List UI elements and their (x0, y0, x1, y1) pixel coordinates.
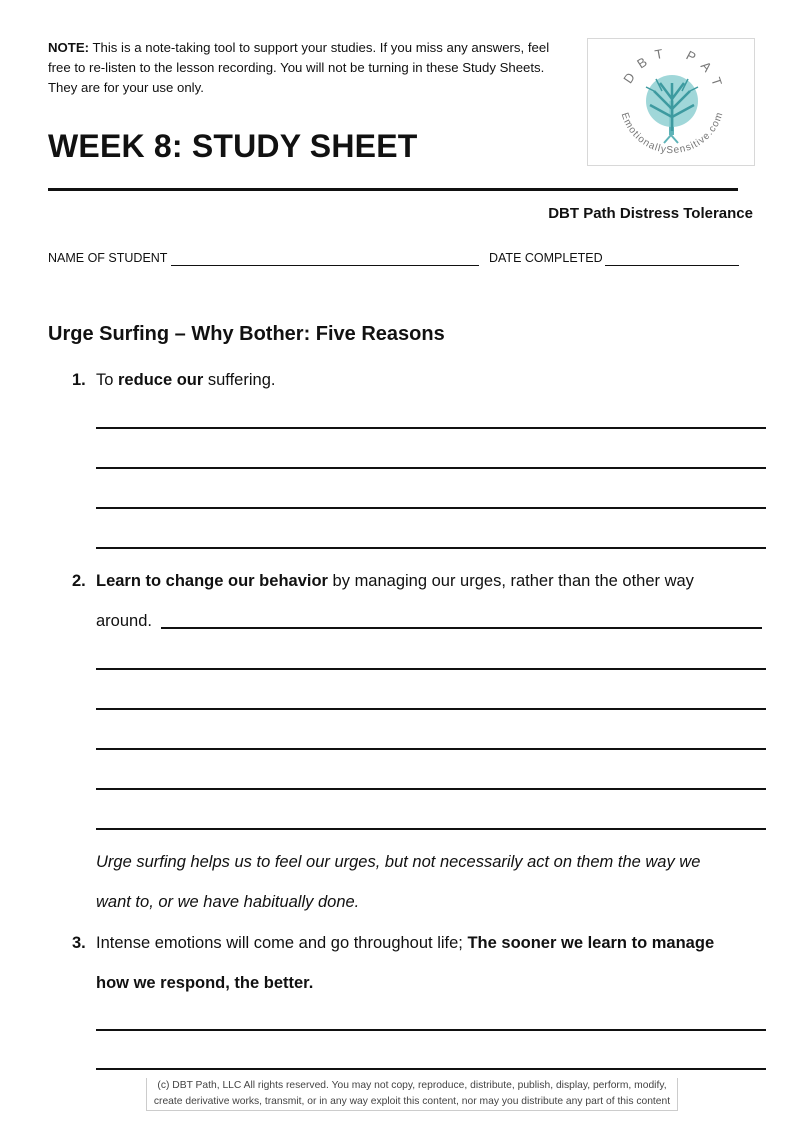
tree-icon (646, 75, 698, 143)
item-3-pre: Intense emotions will come and go throughout life; (96, 934, 468, 952)
item-2-continuation: around. (96, 612, 152, 630)
answer-line[interactable] (96, 467, 766, 469)
item-1-number: 1. (72, 371, 86, 389)
answer-line[interactable] (96, 1068, 766, 1070)
footer-line-2: create derivative works, transmit, or in any way exploit this content, nor may you distribute any part of this content (153, 1096, 671, 1107)
dbt-path-logo (587, 38, 755, 166)
answer-line[interactable] (96, 828, 766, 830)
title-divider (48, 188, 738, 191)
date-completed-input-line[interactable] (605, 265, 739, 266)
note-paragraph (48, 38, 558, 98)
date-completed-label: DATE COMPLETED (489, 251, 603, 265)
answer-line[interactable] (96, 668, 766, 670)
footer-line-1: (c) DBT Path, LLC All rights reserved. You may not copy, reproduce, distribute, publish, display, perform, modify, (157, 1080, 667, 1091)
answer-line[interactable] (96, 708, 766, 710)
italic-note-line-1: Urge surfing helps us to feel our urges, but not necessarily act on them the way we (96, 853, 701, 871)
item-1-post: suffering. (203, 371, 276, 389)
item-2-number: 2. (72, 572, 86, 590)
item-3-text (96, 934, 714, 953)
item-3-number: 3. (72, 934, 86, 952)
item-2-bold: Learn to change our behavior (96, 572, 328, 590)
answer-line[interactable] (96, 788, 766, 790)
student-name-input-line[interactable] (171, 265, 479, 266)
item-2-text (96, 572, 694, 591)
page-title: WEEK 8: STUDY SHEET (48, 128, 418, 164)
item-3-bold: The sooner we learn to manage (467, 934, 715, 952)
answer-line[interactable] (96, 427, 766, 429)
section-title: Urge Surfing – Why Bother: Five Reasons (48, 323, 445, 345)
tree-logo-icon (588, 39, 754, 165)
answer-line[interactable] (96, 748, 766, 750)
answer-line[interactable] (96, 507, 766, 509)
answer-line[interactable] (96, 547, 766, 549)
item-2-post: by managing our urges, rather than the other way (327, 572, 694, 590)
copyright-footer (146, 1078, 678, 1111)
item-1-bold: reduce our (118, 371, 204, 389)
note-label: NOTE: (48, 40, 90, 55)
logo-top-text: DBT PAT (620, 44, 728, 97)
logo-bottom-text: EmotionallySensitive.com (618, 110, 726, 157)
answer-line[interactable] (96, 1029, 766, 1031)
item-3-bold-continuation: how we respond, the better. (96, 974, 314, 992)
student-name-label: NAME OF STUDENT (48, 251, 168, 265)
item-1-pre: To (96, 371, 119, 389)
answer-line[interactable] (161, 627, 762, 629)
item-1-text (96, 371, 275, 390)
italic-note-line-2: want to, or we have habitually done. (96, 893, 360, 911)
course-name: DBT Path Distress Tolerance (548, 205, 753, 222)
note-text: This is a note-taking tool to support your studies. If you miss any answers, feel free to re-listen to the lesson recording. You will not be turning in these Study Sheets. They are for your use only. (48, 40, 550, 95)
